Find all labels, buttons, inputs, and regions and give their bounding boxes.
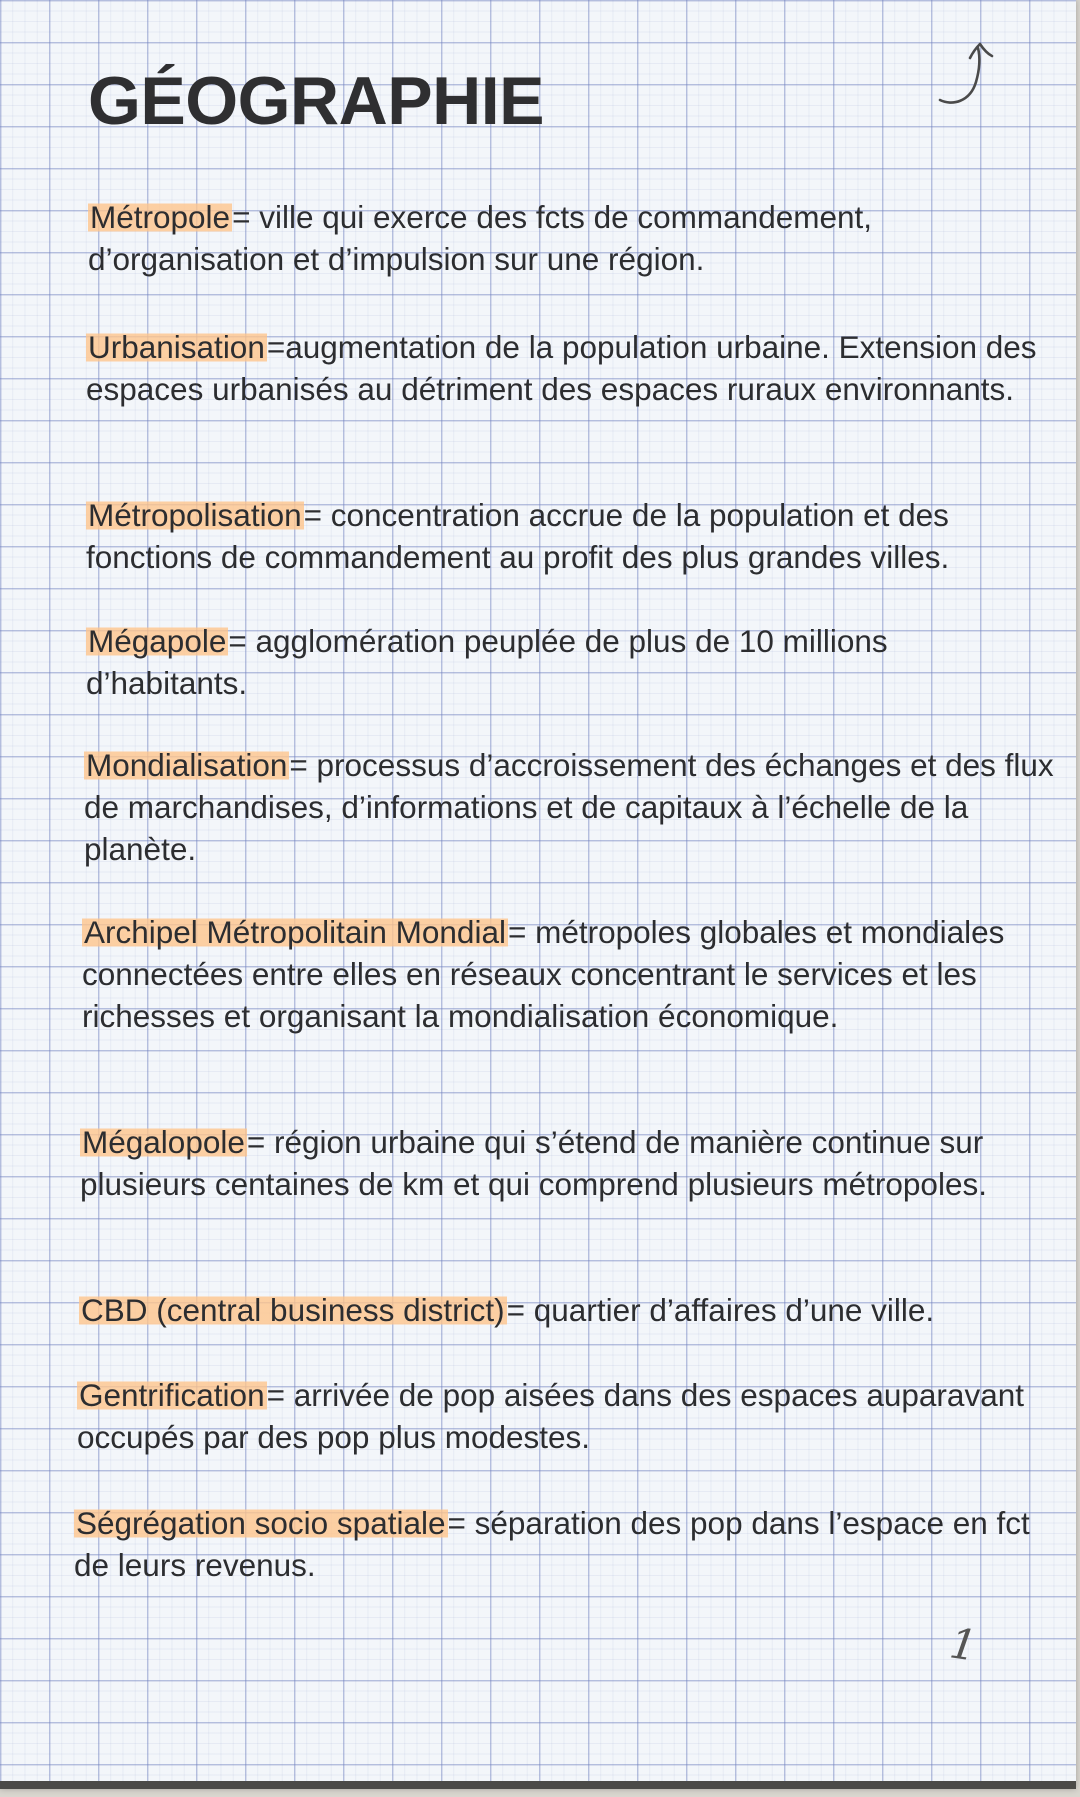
definition-text: = concentration accrue de la population et des fonctions de commandement au profit des plus grandes villes. (86, 497, 950, 575)
definition-item (86, 326, 1056, 410)
definition-term: Métropole (90, 199, 231, 235)
definition-text: = arrivée de pop aisées dans des espaces auparavant occupés par des pop plus modestes. (77, 1377, 1024, 1455)
definition-term: CBD (central business district) (81, 1292, 505, 1328)
definition-text: = quartier d’affaires d’une ville. (506, 1292, 935, 1328)
definition-text: = séparation des pop dans l’espace en fct de leurs revenus. (74, 1505, 1030, 1583)
definition-term: Métropolisation (88, 497, 302, 533)
definition-term: Mégalopole (82, 1124, 245, 1160)
definition-term: Ségrégation socio spatiale (76, 1505, 446, 1541)
definition-term: Mondialisation (86, 747, 288, 783)
page-title: GÉOGRAPHIE (88, 63, 544, 139)
definition-item (82, 911, 1062, 1037)
definition-term: Mégapole (88, 623, 227, 659)
definition-term: Gentrification (79, 1377, 265, 1413)
definition-text: =augmentation de la population urbaine. Extension des espaces urbanisés au détriment des espaces ruraux environnants. (86, 329, 1037, 407)
definition-item (88, 196, 1048, 280)
definition-item (79, 1289, 1069, 1331)
definition-item (80, 1121, 1060, 1205)
definition-item (84, 744, 1054, 870)
definition-text: = ville qui exerce des fcts de commandement, d’organisation et d’impulsion sur une région. (88, 199, 873, 277)
definition-item (86, 494, 1066, 578)
definition-text: = métropoles globales et mondiales connectées entre elles en réseaux concentrant le services et les richesses et organisant la mondialisation économique. (82, 914, 1005, 1034)
definition-text: = région urbaine qui s’étend de manière continue sur plusieurs centaines de km et qui comprend plusieurs métropoles. (80, 1124, 987, 1202)
definition-text: = agglomération peuplée de plus de 10 millions d’habitants. (86, 623, 888, 701)
definition-text: = processus d’accroissement des échanges et des flux de marchandises, d’informations et de capitaux à l’échelle de la planète. (84, 747, 1054, 867)
page-number: 1 (946, 1618, 981, 1671)
definition-term: Archipel Métropolitain Mondial (84, 914, 506, 950)
definition-item (86, 620, 1046, 704)
definition-item (74, 1502, 1064, 1586)
definition-term: Urbanisation (88, 329, 265, 365)
definition-item (77, 1374, 1057, 1458)
